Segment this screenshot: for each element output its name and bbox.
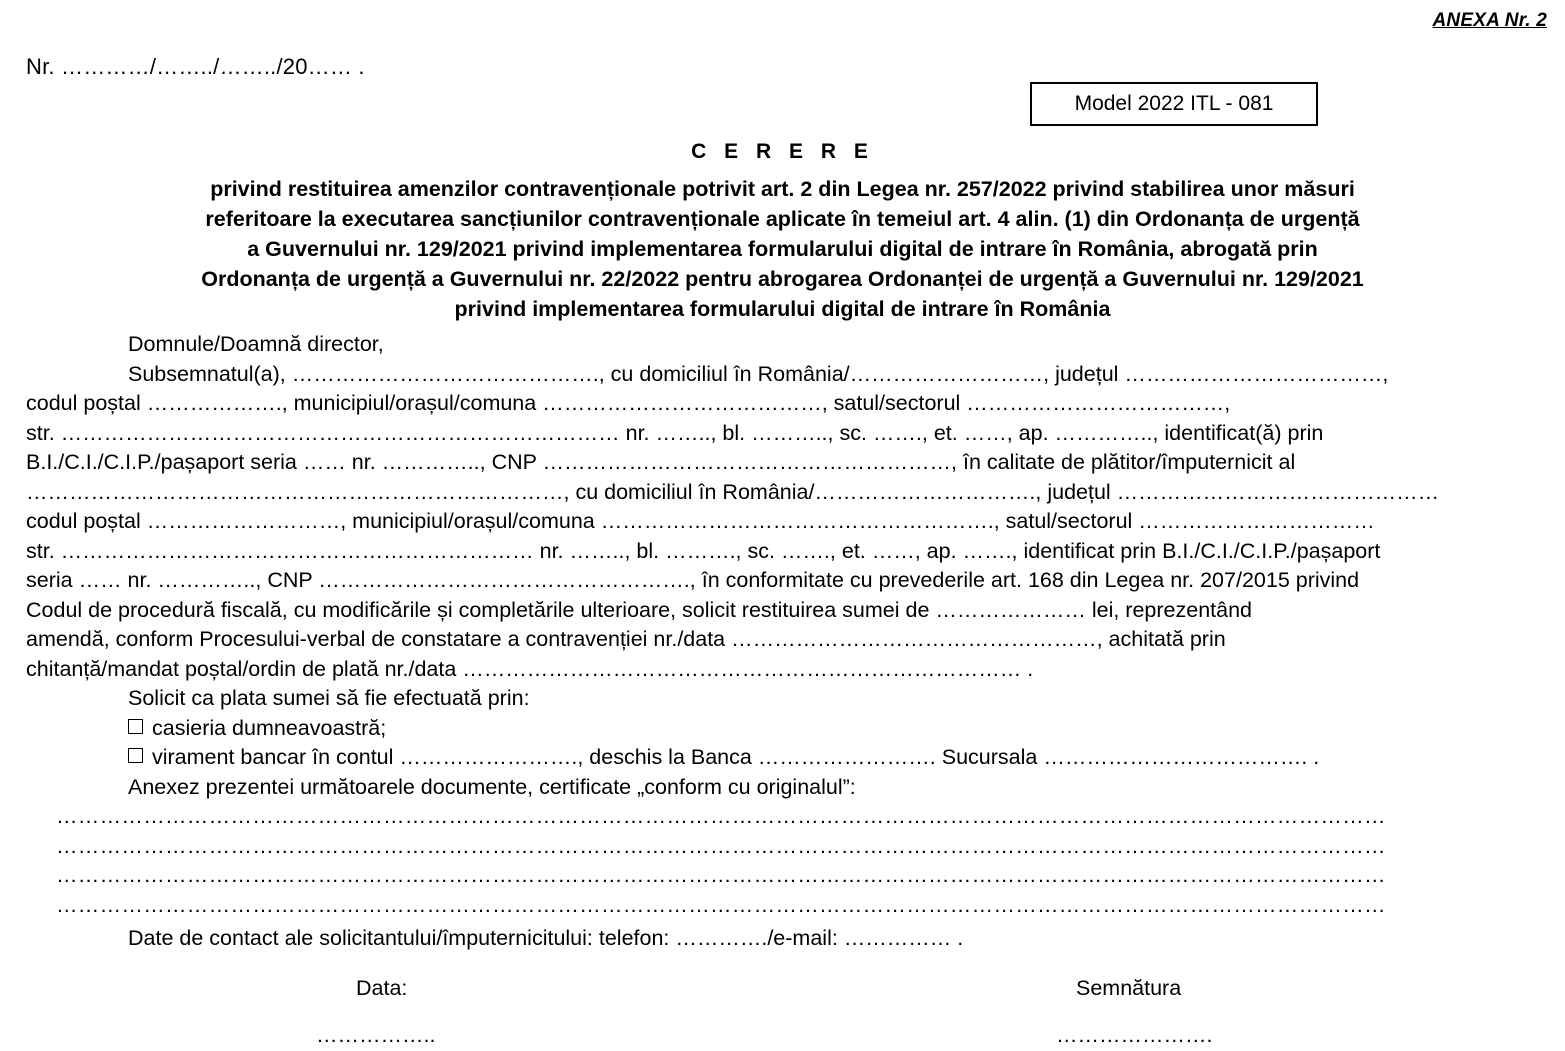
- checkbox-icon[interactable]: [128, 748, 143, 763]
- document-title: [30, 174, 1535, 324]
- title-line: Ordonanța de urgență a Guvernului nr. 22/2022 pentru abrogarea Ordonanței de urgență a Guvernului nr. 129/2021: [201, 267, 1364, 291]
- annex-label: ANEXA Nr. 2: [1432, 10, 1547, 31]
- payment-intro: Solicit ca plata sumei să fie efectuată prin:: [128, 686, 530, 710]
- annex-dotted-line[interactable]: …………………………………………………………………………………………………………………………………………………………………: [56, 833, 1386, 858]
- body-line: str. …………………………………………………………………… nr. …….., bl. ……….., sc. ……., et. ……, ap. ………….., identificat(ă) prin: [26, 420, 1324, 445]
- annex-dotted-line[interactable]: …………………………………………………………………………………………………………………………………………………………………: [56, 804, 1386, 828]
- document-body: [26, 330, 1544, 1051]
- signature-field[interactable]: ………………….: [1056, 1023, 1213, 1047]
- annex-intro: Anexez prezentei următoarele documente, certificate „conform cu originalul”:: [128, 774, 856, 799]
- model-code-text: Model 2022 ITL - 081: [1074, 92, 1274, 115]
- payment-option-label: virament bancar în contul ……………………., deschis la Banca ……………………. Sucursala ………………………………. .: [152, 745, 1320, 769]
- signature-fields-row: [26, 1003, 1544, 1051]
- annex-dotted-line[interactable]: …………………………………………………………………………………………………………………………………………………………………: [56, 863, 1386, 887]
- title-line: a Guvernului nr. 129/2021 privind implementarea formularului digital de intrare în România, abrogată prin: [247, 237, 1318, 261]
- title-block: [30, 140, 1535, 324]
- date-label: Data:: [356, 975, 408, 1000]
- body-line: B.I./C.I./C.I.P./pașaport seria …… nr. ………….., CNP …………………………………………………, în calitate de plătitor/împuternicit al: [26, 450, 1296, 474]
- document-type-heading: C E R E R E: [691, 140, 874, 163]
- registration-number-line: Nr. …………/……../……../20…… .: [26, 54, 365, 79]
- body-line: seria …… nr. ………….., CNP ……………………………………………., în conformitate cu prevederile art. 168 din Legea nr. 207/2015 privind: [26, 568, 1360, 592]
- model-code-box: [1030, 82, 1318, 126]
- body-line: …………………………………………………………………, cu domiciliul în România/…………………………., județul ………………………………………: [26, 479, 1440, 504]
- body-line: Subsemnatul(a), ……………………………………., cu domiciliul în România/………………………, județul ………………………………,: [128, 361, 1389, 386]
- signature-labels-row: [26, 954, 1544, 1004]
- payment-option-cashier[interactable]: [26, 714, 1544, 744]
- body-line: Codul de procedură fiscală, cu modificările și completările ulterioare, solicit restituirea sumei de ………………… lei, reprezentând: [26, 597, 1253, 622]
- main-declaration-paragraph: [26, 360, 1544, 685]
- body-line: codul poștal ………………., municipiul/orașul/comuna …………………………………, satul/sectorul ………………………………,: [26, 391, 1231, 415]
- annex-dotted-line[interactable]: …………………………………………………………………………………………………………………………………………………………………: [56, 892, 1386, 917]
- checkbox-icon[interactable]: [128, 719, 143, 734]
- signature-label: Semnătura: [1076, 975, 1182, 1000]
- contact-line: Date de contact ale solicitantului/împuternicitului: telefon: …………./e-mail: …………… .: [128, 926, 964, 950]
- body-line: str. ………………………………………………………… nr. …….., bl. ………., sc. ……., et. ……, ap. ……., identificat prin B.I./C.I./C.I.P./pașaport: [26, 538, 1381, 563]
- payment-option-bank-transfer[interactable]: [26, 743, 1544, 773]
- body-line: chitanță/mandat poștal/ordin de plată nr./data …………………………………………………………………… .: [26, 656, 1034, 681]
- title-line: referitoare la executarea sancțiunilor contravenționale aplicate în temeiul art. 4 alin. (1) din Ordonanța de urgență: [205, 207, 1360, 231]
- payment-option-label: casieria dumneavoastră;: [152, 715, 387, 740]
- salutation: Domnule/Doamnă director,: [128, 332, 384, 356]
- title-line: privind restituirea amenzilor contravenționale potrivit art. 2 din Legea nr. 257/2022 privind stabilirea unor măsuri: [210, 177, 1355, 201]
- body-line: codul poștal ………………………, municipiul/orașul/comuna ………………………………………………., satul/sectorul ……………………………: [26, 509, 1375, 533]
- title-line: privind implementarea formularului digital de intrare în România: [454, 297, 1111, 321]
- body-line: amendă, conform Procesului-verbal de constatare a contravenției nr./data ……………………………………………, achitată prin: [26, 627, 1226, 651]
- date-field[interactable]: ……………..: [316, 1023, 436, 1047]
